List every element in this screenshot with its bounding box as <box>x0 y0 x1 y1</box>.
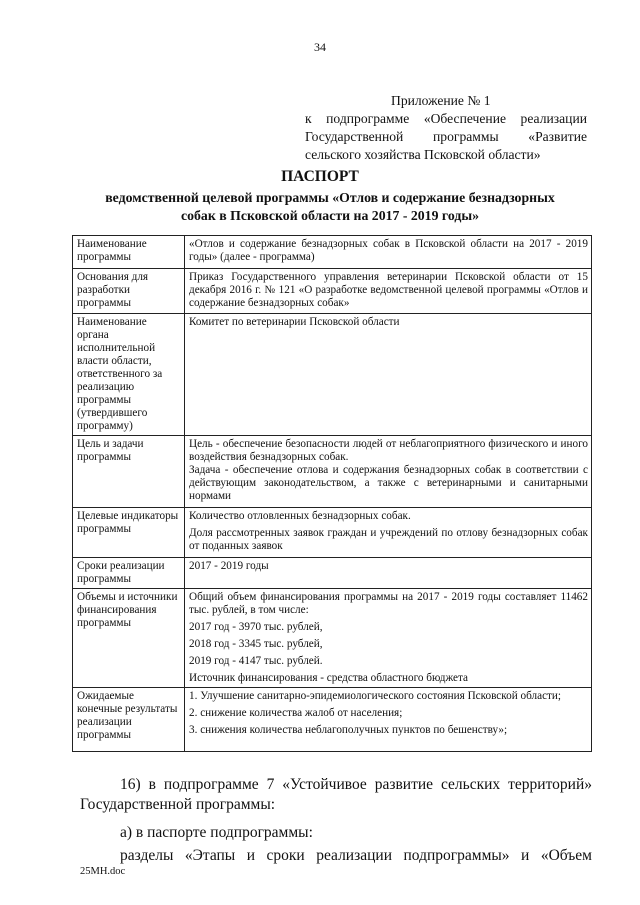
subtitle-line-2: собак в Псковской области на 2017 - 2019 годы» <box>181 208 479 223</box>
row-label: Основания для разработки программы <box>73 269 185 314</box>
row-label: Наименование органа исполнительной власти области, ответственного за реализацию программы (утвердившего программу) <box>73 314 185 436</box>
table-row <box>73 508 592 558</box>
row-label: Целевые индикаторы программы <box>73 508 185 558</box>
row-value-line: 3. снижения количества неблагополучных пунктов по бешенству»; <box>189 724 508 736</box>
row-value <box>185 236 592 269</box>
footer-filename: 25МН.doc <box>80 866 126 877</box>
appendix-line-3: сельского хозяйства Псковской области» <box>305 147 541 162</box>
row-value <box>185 688 592 752</box>
appendix-title: Приложение № 1 <box>391 93 491 108</box>
paragraph-a: а) в паспорте подпрограммы: <box>120 824 313 841</box>
row-label: Объемы и источники финансирования программы <box>73 589 185 688</box>
table-row <box>73 269 592 314</box>
row-value-line: 2018 год - 3345 тыс. рублей, <box>189 638 323 650</box>
table-row <box>73 589 592 688</box>
table-row <box>73 236 592 269</box>
row-label: Наименование программы <box>73 236 185 269</box>
row-value-line: Доля рассмотренных заявок граждан и учреждений по отлову безнадзорных собак от поданных заявок <box>189 527 588 552</box>
paragraph-16-line-2: Государственной программы: <box>80 796 276 813</box>
row-value-line: «Отлов и содержание безнадзорных собак в Псковской области на 2017 - 2019 годы» (далее - программа) <box>189 238 588 263</box>
row-value <box>185 269 592 314</box>
row-value-line: 2019 год - 4147 тыс. рублей. <box>189 655 323 667</box>
document-title: ПАСПОРТ <box>281 168 359 185</box>
paragraph-16 <box>80 775 592 815</box>
row-value-line: 2017 - 2019 годы <box>189 560 269 572</box>
row-value <box>185 589 592 688</box>
appendix-header <box>305 92 587 164</box>
paragraph-sections: разделы «Этапы и сроки реализации подпрограммы» и «Объем <box>120 847 592 864</box>
row-value-line: 2. снижение количества жалоб от населения; <box>189 707 403 719</box>
row-value <box>185 508 592 558</box>
table-row <box>73 314 592 436</box>
row-value <box>185 436 592 508</box>
row-label: Сроки реализации программы <box>73 558 185 589</box>
row-label: Цель и задачи программы <box>73 436 185 508</box>
row-label: Ожидаемые конечные результаты реализации программы <box>73 688 185 752</box>
subtitle-line-1: ведомственной целевой программы «Отлов и содержание безнадзорных <box>105 190 555 205</box>
row-value-line: 1. Улучшение санитарно-эпидемиологического состояния Псковской области; <box>189 690 562 702</box>
document-subtitle <box>70 189 590 225</box>
row-value-line: Цель - обеспечение безопасности людей от неблагоприятного физического и иного воздействия безнадзорных собак. <box>189 438 588 463</box>
table-row <box>73 688 592 752</box>
table-row <box>73 436 592 508</box>
row-value <box>185 558 592 589</box>
row-value-line: Задача - обеспечение отлова и содержания безнадзорных собак в соответствии с действующим законодательством, а также с ветеринарными и санитарными нормами <box>189 464 588 502</box>
row-value-line: Количество отловленных безнадзорных собак. <box>189 510 411 522</box>
row-value-line: Общий объем финансирования программы на 2017 - 2019 годы составляет 11462 тыс. рублей, в том числе: <box>189 591 588 616</box>
row-value-line: Комитет по ветеринарии Псковской области <box>189 316 400 328</box>
paragraph-16-line-1: 16) в подпрограмме 7 «Устойчивое развитие сельских территорий» <box>120 776 592 793</box>
appendix-line-2: Государственной программы «Развитие <box>305 129 587 144</box>
table-row <box>73 558 592 589</box>
appendix-line-1: к подпрограмме «Обеспечение реализации <box>305 111 587 126</box>
row-value-line: 2017 год - 3970 тыс. рублей, <box>189 621 323 633</box>
page-number: 34 <box>314 40 326 54</box>
row-value-line: Источник финансирования - средства областного бюджета <box>189 672 469 684</box>
passport-table <box>72 235 592 752</box>
row-value-line: Приказ Государственного управления ветеринарии Псковской области от 15 декабря 2016 г. № 121 «О разработке ведомственной целевой программы «Отлов и содержание безнадзорных собак» <box>189 271 588 309</box>
row-value <box>185 314 592 436</box>
